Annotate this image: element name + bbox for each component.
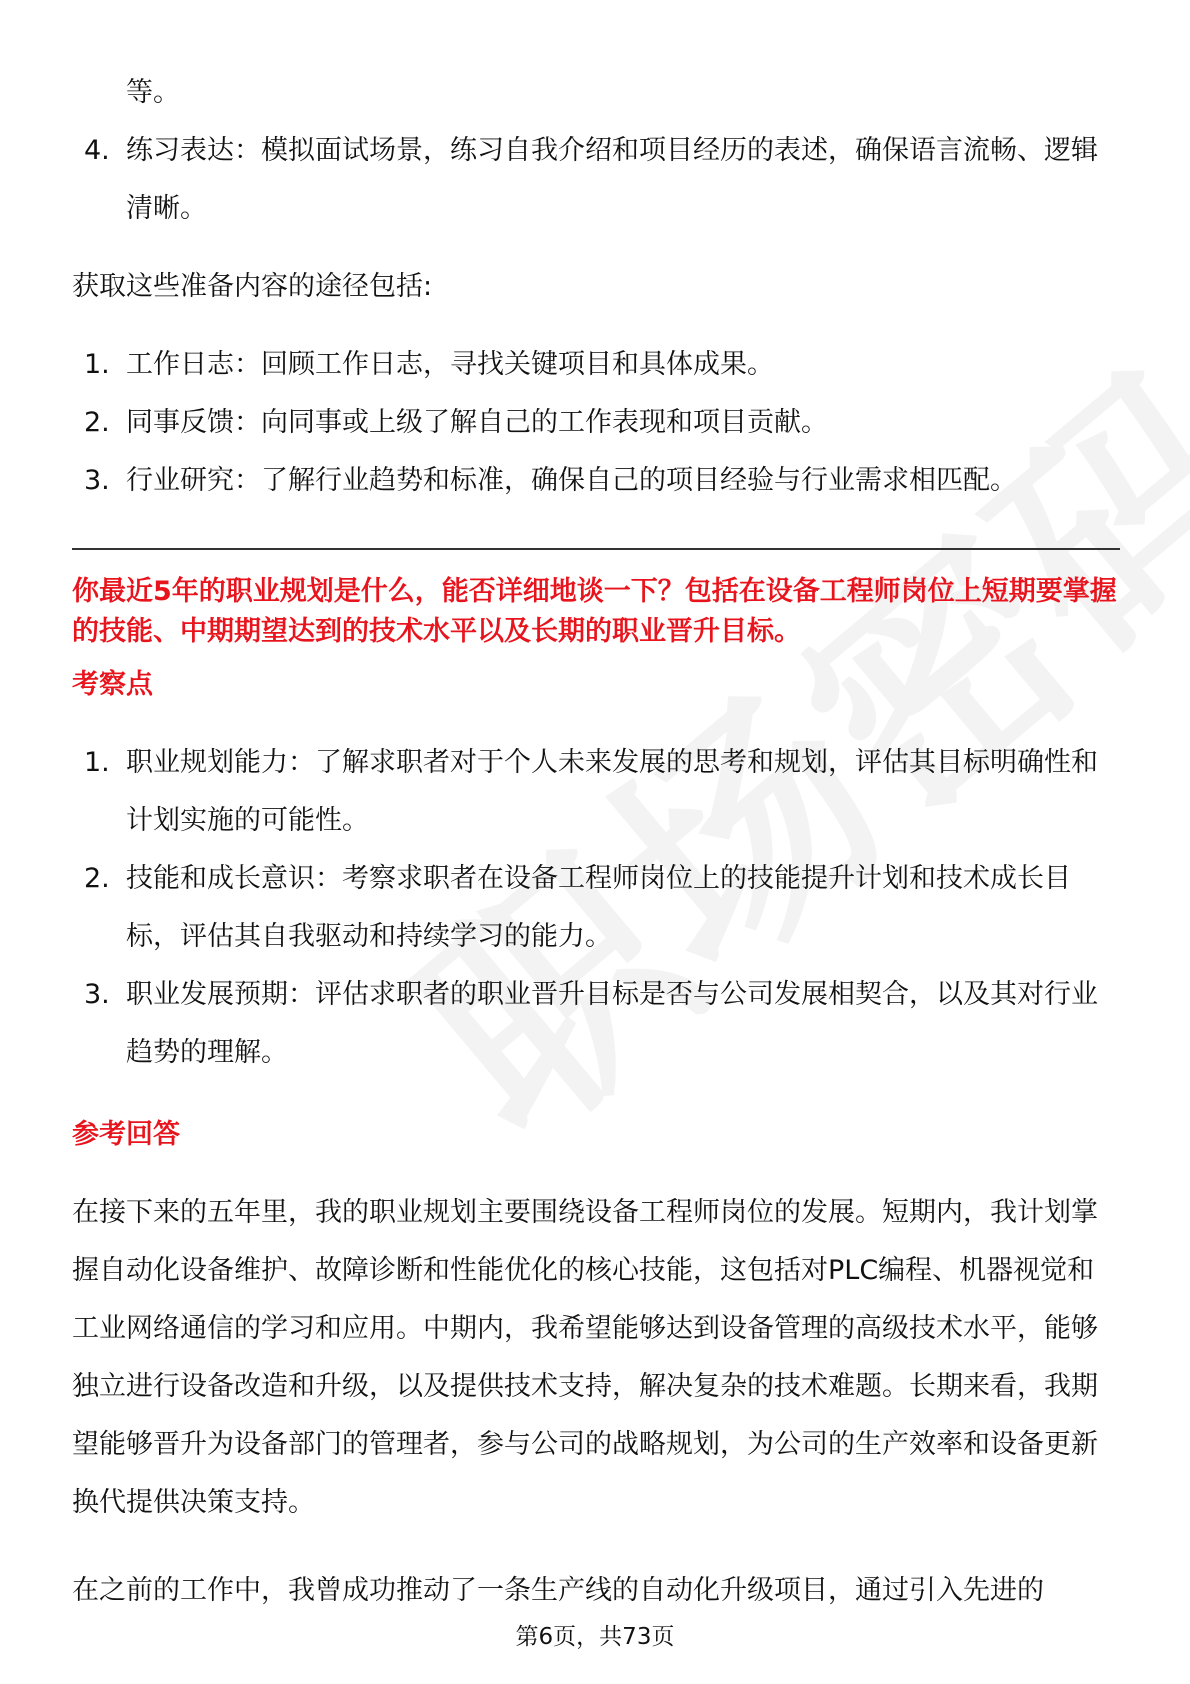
list-number: 3. [84,465,110,496]
focus-list [72,734,1120,1082]
list-number: 2. [84,407,110,438]
list-number: 2. [84,863,110,894]
list-text: 职业规划能力：了解求职者对于个人未来发展的思考和规划，评估其目标明确性和计划实施的可能性。 [126,747,1098,836]
list-number: 4. [84,135,110,166]
list-item [72,850,1120,966]
page-number: 第6页，共73页 [515,1624,675,1650]
list-text: 练习表达：模拟面试场景，练习自我介绍和项目经历的表述，确保语言流畅、逻辑清晰。 [126,135,1098,224]
list-number: 3. [84,979,110,1010]
answer-heading: 参考回答 [72,1119,180,1150]
list-text: 同事反馈：向同事或上级了解自己的工作表现和项目贡献。 [126,407,828,438]
list-number: 1. [84,747,110,778]
list-item [72,122,1120,238]
answer-paragraph: 在之前的工作中，我曾成功推动了一条生产线的自动化升级项目，通过引入先进的 [72,1575,1044,1606]
continued-text: 等。 [126,77,180,108]
list-text: 行业研究：了解行业趋势和标准，确保自己的项目经验与行业需求相匹配。 [126,465,1017,496]
list-item [72,336,1120,394]
sources-intro: 获取这些准备内容的途径包括: [72,271,433,302]
document-body [72,64,1120,1620]
list-number: 1. [84,349,110,380]
section-divider [72,548,1120,550]
answer-paragraph: 在接下来的五年里，我的职业规划主要围绕设备工程师岗位的发展。短期内，我计划掌握自动化设备维护、故障诊断和性能优化的核心技能，这包括对PLC编程、机器视觉和工业网络通信的学习和应用。中期内，我希望能够达到设备管理的高级技术水平，能够独立进行设备改造和升级，以及提供技术支持，解决复杂的技术难题。长期来看，我期望能够晋升为设备部门的管理者，参与公司的战略规划，为公司的生产效率和设备更新换代提供决策支持。 [72,1197,1098,1518]
list-item [72,734,1120,850]
list-item [72,394,1120,452]
list-text: 职业发展预期：评估求职者的职业晋升目标是否与公司发展相契合，以及其对行业趋势的理解。 [126,979,1098,1068]
focus-heading: 考察点 [72,669,153,700]
list-item [72,966,1120,1082]
sources-list [72,336,1120,510]
list-text: 技能和成长意识：考察求职者在设备工程师岗位上的技能提升计划和技术成长目标，评估其自我驱动和持续学习的能力。 [126,863,1071,952]
list-item [72,452,1120,510]
list-text: 工作日志：回顾工作日志，寻找关键项目和具体成果。 [126,349,774,380]
prep-list [72,122,1120,238]
interview-question: 你最近5年的职业规划是什么，能否详细地谈一下？包括在设备工程师岗位上短期要掌握的技能、中期期望达到的技术水平以及长期的职业晋升目标。 [72,576,1117,647]
